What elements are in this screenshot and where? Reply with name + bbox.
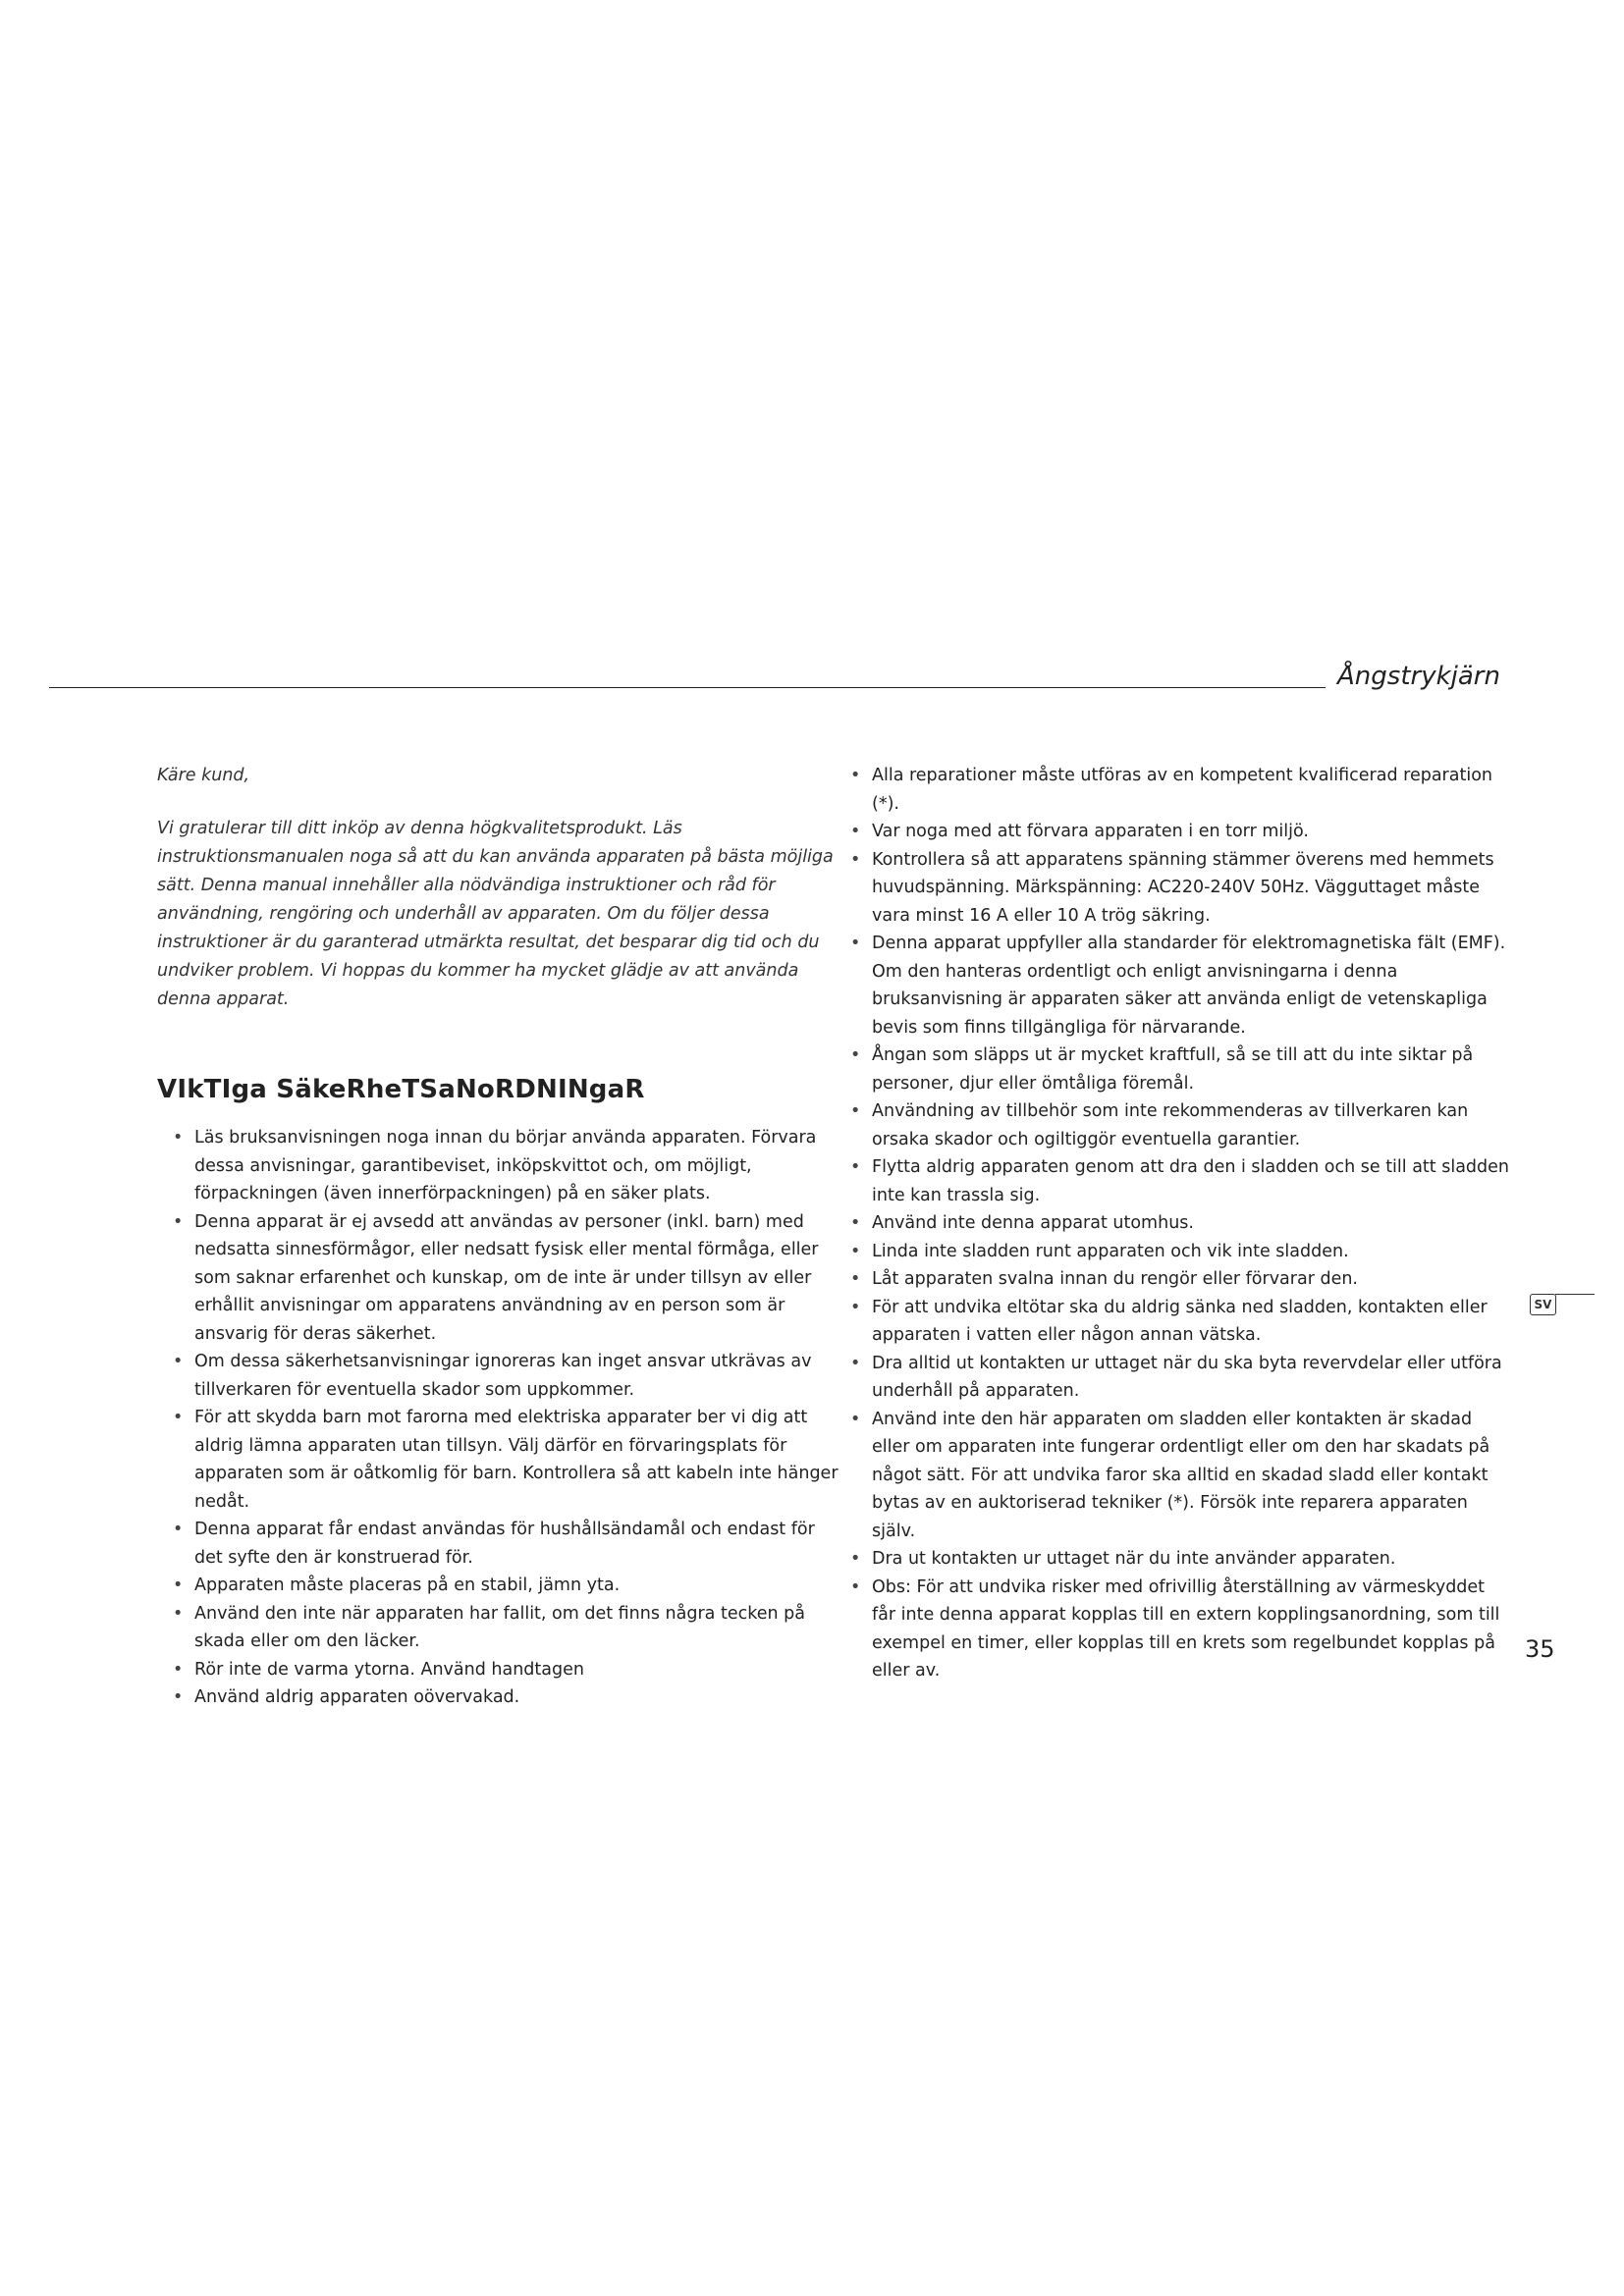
list-item: • Flytta aldrig apparaten genom att dra den i sladden och se till att sladden inte kan trassla sig. <box>850 1157 1509 1205</box>
list-item: • För att undvika eltötar ska du aldrig sänka ned sladden, kontakten eller apparaten i vatten eller någon annan vätska. <box>850 1297 1488 1345</box>
list-item: • Dra ut kontakten ur uttaget när du inte använder apparaten. <box>850 1549 1396 1569</box>
list-item: • Var noga med att förvara apparaten i en torr miljö. <box>850 822 1309 841</box>
language-tab-rule <box>1555 1294 1595 1295</box>
list-item: • Linda inte sladden runt apparaten och vik inte sladden. <box>850 1241 1349 1261</box>
list-item: • Obs: För att undvika risker med ofrivillig återställning av värmeskyddet får inte denna apparat kopplas till en extern kopplingsanordning, som till exempel en timer, eller kopplas till en krets som regelbundet kopplas på eller av. <box>850 1576 1500 1681</box>
intro-paragraph: Vi gratulerar till ditt inköp av denna högkvalitetsprodukt. Läs instruktionsmanualen noga så att du kan använda apparaten på bästa möjliga sätt. Denna manual innehåller alla nödvändiga instruktioner och råd för användning, rengöring och underhåll av apparaten. Om du följer dessa instruktioner är du garanterad utmärkta resultat, det besparar dig tid och du undviker problem. Vi hoppas du kommer ha mycket glädje av att använda denna apparat. <box>157 819 834 1009</box>
page-number: 35 <box>1525 1635 1555 1663</box>
safety-heading: VIkTIga SäkeRheTSaNoRDNINgaR <box>157 1075 645 1104</box>
left-column <box>157 762 844 1712</box>
right-column <box>835 762 1512 1685</box>
list-item: • Använd aldrig apparaten oövervakad. <box>173 1687 520 1707</box>
page-title: Ångstrykjärn <box>1337 662 1500 691</box>
list-item: • Denna apparat är ej avsedd att användas av personer (inkl. barn) med nedsatta sinnesförmågor, eller nedsatt fysisk eller mental förmåga, eller som saknar erfarenhet och kunskap, om de inte är under tillsyn av eller erhållit anvisningar om apparatens användning av en person som är ansvarig för deras säkerhet. <box>173 1211 819 1344</box>
list-item: • Kontrollera så att apparatens spänning stämmer överens med hemmets huvudspänning. Märkspänning: AC220-240V 50Hz. Vägguttaget måste vara minst 16 A eller 10 A trög säkring. <box>850 849 1494 926</box>
list-item: • Apparaten måste placeras på en stabil, jämn yta. <box>173 1575 621 1595</box>
list-item: • Denna apparat får endast användas för hushållsändamål och endast för det syfte den är konstruerad för. <box>173 1520 815 1568</box>
safety-list-right <box>835 762 1512 1685</box>
list-item: • Användning av tillbehör som inte rekommenderas av tillverkaren kan orsaka skador och ogiltiggör eventuella garantier. <box>850 1101 1469 1149</box>
list-item: • Låt apparaten svalna innan du rengör eller förvarar den. <box>850 1269 1358 1289</box>
list-item: • Denna apparat uppfyller alla standarder för elektromagnetiska fält (EMF). Om den hanteras ordentligt och enligt anvisningarna i denna bruksanvisning är apparaten säker att använda enligt de vetenskapliga bevis som finns tillgängliga för närvarande. <box>850 934 1506 1038</box>
greeting: Käre kund, <box>157 766 250 785</box>
language-tab: SV <box>1530 1294 1556 1315</box>
safety-list-left <box>157 1124 844 1712</box>
list-item: • Använd inte den här apparaten om sladden eller kontakten är skadad eller om apparaten inte fungerar ordentligt eller om den har skadats på något sätt. För att undvika faror ska alltid en skadad sladd eller kontakt bytas av en auktoriserad tekniker (*). Försök inte reparera apparaten själv. <box>850 1409 1490 1541</box>
list-item: • Alla reparationer måste utföras av en kompetent kvalificerad reparation (*). <box>850 766 1492 814</box>
list-item: • Läs bruksanvisningen noga innan du börjar använda apparaten. Förvara dessa anvisningar, garantibeviset, inköpskvittot och, om möjligt, förpackningen (även innerförpackningen) på en säker plats. <box>173 1128 817 1203</box>
list-item: • Om dessa säkerhetsanvisningar ignoreras kan inget ansvar utkrävas av tillverkaren för eventuella skador som uppkommer. <box>173 1352 812 1400</box>
list-item: • Använd inte denna apparat utomhus. <box>850 1213 1194 1233</box>
list-item: • För att skydda barn mot farorna med elektriska apparater ber vi dig att aldrig lämna apparaten utan tillsyn. Välj därför en förvaringsplats för apparaten som är oåtkomlig för barn. Kontrollera så att kabeln inte hänger nedåt. <box>173 1408 839 1512</box>
list-item: • Ångan som släpps ut är mycket kraftfull, så se till att du inte siktar på personer, djur eller ömtåliga föremål. <box>850 1045 1474 1094</box>
list-item: • Använd den inte när apparaten har fallit, om det finns några tecken på skada eller om den läcker. <box>173 1603 805 1651</box>
header-rule <box>49 687 1326 688</box>
list-item: • Rör inte de varma ytorna. Använd handtagen <box>173 1659 584 1680</box>
list-item: • Dra alltid ut kontakten ur uttaget när du ska byta revervdelar eller utföra underhåll på apparaten. <box>850 1353 1502 1401</box>
